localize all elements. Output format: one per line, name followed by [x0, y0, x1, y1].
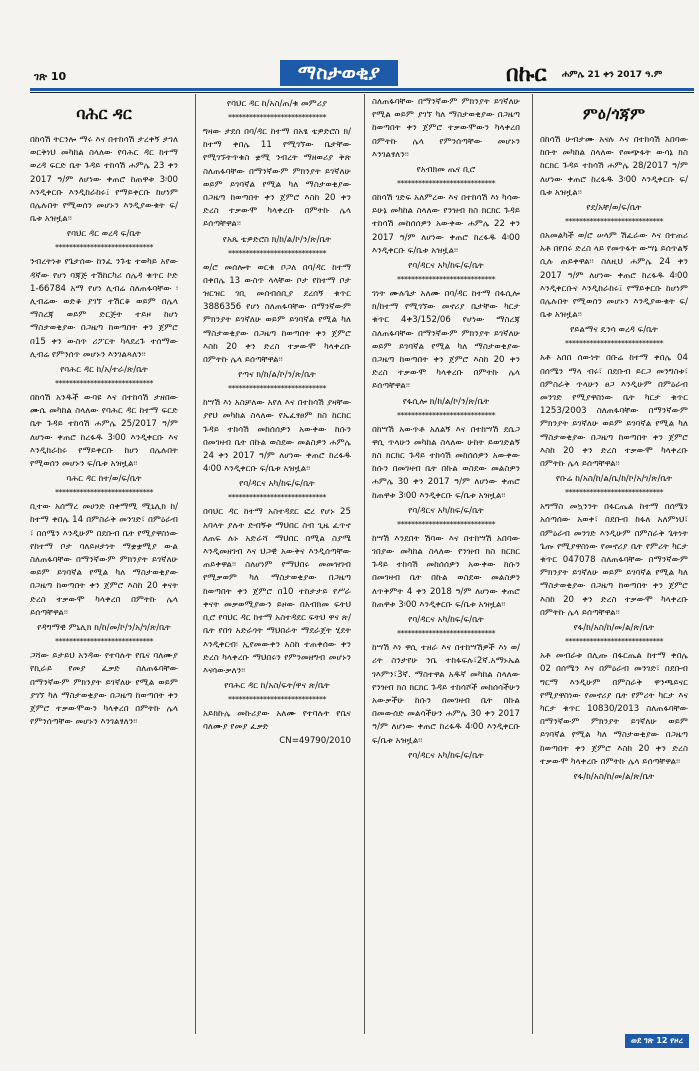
region-heading: ምዕ/ጎጃም [582, 104, 646, 123]
notice-text: አቶ አበበ ሰውነት በቡሬ ከተማ ቀበሌ 04 በሰሜን ማላ ብሩ፣ በደቡብ ይርጋ መንግስቱ፣ በምስራቅ ጥላሁን ፀጋ እንዲሁም በምዕራብ መንገድ የሚያዋስነው ቤት ካርታ ቁጥር 1253/2003 ስለጠፋባቸው በማንኛውም ምክንያት ይገኛለሁ ወይም ይገባኛል የሚል ካለ ማስታወቂያው በጋዜጣ ከወጣበት ቀን ጀምሮ እስከ 20 ቀን ድረስ ተቃውሞ ካላቀረቡ በምትኩ ሌላ ይሰጣቸዋል፡፡ [540, 353, 688, 470]
notice [372, 424, 520, 518]
header-rule [30, 88, 694, 91]
column-divider [532, 94, 533, 1034]
column-1 [30, 96, 178, 729]
notice [203, 708, 351, 747]
column-4 [540, 96, 688, 784]
notice-text: ስለጠፋባቸው በማንኛውም ምክንያት ይገኛለሁ የሚል ወይም ያገኘ ካለ ማስታወቂያው በጋዜጣ ከወጣበት ቀን ጀምሮ ተቃውሞውን ካላቀረበ በምትኩ ሌላ የምንሰጣቸው መሆኑን እንገልፃለን፡፡ [372, 97, 520, 160]
notice-signature: የባ/ዳርና አካ/ከፍ/ፍ/ቤት [408, 750, 484, 761]
separator-stars: **************************** [397, 275, 495, 285]
column-divider [364, 94, 365, 1034]
header-rule-thin [30, 92, 694, 93]
notice [540, 650, 688, 784]
notice-signature: የይልማና ዴንሳ ወረዳ ፍ/ቤት [570, 325, 658, 336]
notice-signature: የዳግማዊ ምኒሊክ ክ/ከ/መ/ኮ/ን/አ/ገ/ጽ/ቤት [37, 623, 171, 634]
notice-text: በከሣሽ አውጥቶ አለልኝ እና በተከሣሽ ደሴጋ ዋሲ ጥላሁን መካከል ስላለው ሁከት ይወገድልኝ ክስ ክርክር ጉዳይ ተከሳሽ መከሰሰዎን አውቀው ከሱን በመገዛብ ቤት በኩል ወስደው መልስዎን ሐምሌ 30 ቀን 2017 ዓ/ም ለሆነው ቀጠሮ ከጠዋቱ 3፡00 እንዲቀርቡ ፍ/ቤቱ አዝዟል፡፡ [372, 424, 520, 501]
continued-tag: ወደ ገጽ 12 የዞረ [625, 1034, 689, 1048]
notice [203, 262, 351, 383]
notice-text: በከሳሽ አንዱች ውባዩ እና በተከሳሽ ታዘበው ሙሴ መካከል ስላለው የባሕር ዳር ከተማ ፍርድ ቤት ጉዳይ ተከሳሽ ሐምሌ 25/2017 ዓ/ም ለሆነው ቀጠሮ ከረፋዱ 3፡00 እንዲቀርቡ እና እንዲከራከሩ የማይቀርቡ ከሆነ በሌሉበት የሚወሰን መሆኑን ፍ/ቤቱ አዝዟል፡፡ [30, 393, 178, 470]
separator-stars: **************************** [565, 339, 663, 349]
column-2 [203, 96, 351, 748]
notice [372, 96, 520, 177]
notice-signature: የጣና ክ/ከ/ል/ኮ/ን/ጽ/ቤት [238, 370, 316, 381]
notice [372, 192, 520, 273]
notice-text: አቶ መብራቱ በሊጡ በፋርጤል ከተማ ቀበሌ 02 በሰሜን እና በምዕራብ መንገድ፣ በደቡብ ግርማ እንዲሁም በምስራቅ ዋንጫይናር የሚያዋስነው የመኖሪያ ቤት የምሪት ካርታ እና ካርታ ቁጥር 10830/2013 ስለጠፋባቸው በማንኛውም ምክንያት ይገኛለሁ ወይም ይገባኛል የሚል ካለ ማስታወቂያው በጋዜጣ ከወጣበት ቀን ጀምሮ እስከ 20 ቀን ድረስ ተቃውሞ ካላቀረቡ በምትኩ ሌላ ይሰጣቸዋል፡፡ [540, 651, 688, 767]
notice [540, 230, 688, 337]
separator-stars: **************************** [397, 179, 495, 189]
notice-signature: የባ/ዳርና አካ/ከፍ/ፍ/ቤት [408, 505, 484, 516]
notice-text: ንብረትነቱ የጌታሰው ከንፈ ንጉቴ ተወካይ አየው ዳኛው የሆነ ባጃጅ ተሽከርካሪ ሰሌዳ ቁጥር ኮድ 1-66784 አማ የሆነ ሊብሬ ስለጠፋባቸው ፡ሊብሬው ወድቆ ያገኘ ተሽርቆ ወይም በሌላ ማስረጃ ወይም ድርጅት ተይዞ ከሆነ ማስታወቂያው በጋዜጣ ከወጣበት ቀን ጀምሮ በ15 ቀን ውስጥ ሪፖርት ካላደረጉ ተሰማው ሊብሬ የምንሰጥ መሆኑን እንገልጻለን፡፡ [30, 257, 178, 360]
notice-text: በከሳሽ ትርንሎ ማሩ እና በተከሳሽ ታረቀኝ ታገለ ወርቅነህ መካከል ስላለው የባሕር ዳር ከተማ ወረዳ ፍርድ ቤት ጉዳይ ተከሳሽ ሐምሌ 23 ቀን 2017 ዓ/ም ለሆነው ቀጠሮ ከጠዋቱ 3፡00 እንዲቀርቡ እንዲከራከሩ፤ የማይቀርቡ ከሆነም በሌሉበት የሚወሰን መሆኑን እንዲያውቁት ፍ/ቤቱ አዝዟል፡፡ [30, 135, 178, 225]
separator-stars: **************************** [55, 637, 153, 647]
notice [30, 392, 178, 486]
notice-signature: የባሕር ዳር ከ/አ/ተራ/ጽ/ቤት [60, 365, 148, 376]
notice-signature: የባሕር ዳር ከ/አስ/ፍት/ዋና ጽ/ቤት [224, 681, 330, 692]
region-heading: ባሕር ዳር [76, 104, 132, 123]
notice [30, 134, 178, 241]
notice-text: ግዛው ታደሰ በባ/ዳር ከተማ በአፄ ቴዎድሮስ ክ/ከተማ ቀበሌ 11 የሚገኘው ቤታቸው የሚገኙትጥቁስ ቋሚ ንብረት ማዘወሪያ ቅጽ ስለጠፋባቸው በማንኛውም ምክንያት ይገኛለሁ ወይም ይገባኛል የሚል ካለ ማስታወቂያው በጋዜጣ ከወጣበት ቀን ጀምሮ እስከ 20 ቀን ድረስ ተቃውሞ ካላቀረቡ በምትኩ ሌላ ይሰጣቸዋል፡፡ [203, 127, 351, 230]
notice-text: ከሣሽ እንደበት ሽባው እና በተከሣሽ አበባው ገበያው መካከል ስላለው የንዝብ ክስ ክርክር ጉዳይ ተከሳሽ መከሰሰዎን አውቀው ከሱን በመገዛብ ቤት በኩል ወስደው መልስዎን ለጥቅምት 4 ቀን 2018 ዓ/ም ለሆነው ቀጠሮ ከጠዋቱ 3፡00 እንዲቀርቡ ፍ/ቤቱ አዝዟል፡፡ [372, 533, 520, 610]
notice-code: CN=49790/2010 [279, 735, 351, 746]
notice-signature: የባህር ዳር ወረዳ ፍ/ቤት [66, 229, 142, 240]
notice-text: ከሣሽ እነ አስቻለው አየለ እና በተከሳሽ ያዛቸው ያየህ መካከል ስላለው የኤፈፃፀም ክስ ከርከር ጉዳይ ተከሳሽ መከሰሰዎን አውቀው ከሱን በመገዛብ ቤት በኩል ወስደው መልስዎን ሐምሌ 24 ቀን 2017 ዓ/ም ለሆነው ቀጠሮ ከረፋዱ 4፡00 እንዲቀርቡ ፍ/ቤቱ አዝዟል፡፡ [203, 398, 351, 475]
notice-text: ከሣሽ እነ ዋሲ ተዘራ እና በተከሣሽዎች እነ ወ/ሪት ስንታየሁ ንቤ ተከፋፍሉ፣2ኛ.አማኑኤል ገእምን፣3ኛ. ማስተዋል አዱኛ መካከል ስላለው የንዝብ ክስ ክርክር ጉዳይ ተከሳሾች መከሰሳችሁን አውቃችሁ ከሱን በመገዛብ ቤት በኩል በመውሰድ መልሳችሁን ሐምሌ 30 ቀን 2017 ዓ/ም ለሆነው ቀጠሮ ከረፋዱ 4፡00 እንዲቀርቡ ፍ/ቤቱ አዝዟል፡፡ [372, 643, 520, 746]
separator-stars: **************************** [397, 629, 495, 639]
notice-text: ወ/ሮ መሰሎት ወርቁ ቦጋለ በባ/ዳር ከተማ በቀበሌ 13 ውስጥ ላላቸው ቦታ የከተማ ቦታ ዝርዝር ገቢ መሰብሰቢያ ደረሰኝ ቁጥር 3886356 የሆነ ስለጠፋባቸው በማንኛውም ምክንያት ይገኛለሁ ወይም ይገባኛል የሚል ካለ ማስታወቂያው በጋዜጣ ከወጣበት ቀን ጀምሮ እስከ 20 ቀን ድረስ ተቃውሞ ካላቀረቡ በምትኩ ሌላ ይሰጣቸዋል፡፡ [203, 262, 351, 366]
separator-stars: **************************** [565, 217, 663, 227]
notice-signature: የደ/አቸ/ወ/ፍ/ቤት [586, 203, 642, 214]
separator-stars: **************************** [228, 493, 326, 503]
notice-signature: የባ/ዳርና አካ/ከፍ/ፍ/ቤት [408, 615, 484, 626]
notice-signature: የባህር ዳር ከ/አስ/ጠ/ቁ መምሪያ [226, 99, 328, 109]
notice-signature: የአጼ ቴዎድሮስ ክ/ከ/ል/ኮ/ን/ጽ/ቤት [222, 234, 332, 245]
separator-stars: **************************** [565, 488, 663, 498]
notice-signature: የባ/ዳርና አካ/ከፍ/ፍ/ቤት [408, 261, 484, 272]
notice [372, 533, 520, 627]
separator-stars: **************************** [55, 488, 153, 498]
notice [540, 134, 688, 215]
notice-signature: የቡሬ ከ/አስ/ከ/ል/ቤ/ከ/ኮ/አ/ገ/ጽ/ቤት [555, 474, 673, 485]
notice [372, 642, 520, 763]
notice [30, 650, 178, 729]
notice-signature: የአብክመ ጤና ቢሮ [416, 165, 476, 176]
notice-signature: የባ/ዳርና አካ/ከፍ/ፍ/ቤት [239, 479, 315, 490]
notice-text: በባህር ዳር ከተማ አስተዳደር ፎረ የሆኑ 25 አባላት ያሉት ድብኝቱ ማህበር ስብ ጊዜ ፈጥኖ ለጠፍ ሉኑ አድራሻ ማህበር በሚል ስያሜ እንዲመዘገብ እና ህጋዊ አውቅና እንዲሰጣቸው ጠይቀዋል፡፡ ስለሆነም የማህበሩ መመዝገብ የሚቃወም ካለ ማስታወቂያው በጋዜጣ ከወጣበት ቀን ጀምሮ በ10 ተከታታይ የሥራ ቀናት መቃወሚያውን ይዞው በአብክመ ፍትህ ቢሮ የባህር ዳር ከተማ አስተዳደር ፍትህ ዋና ጽ/ቤት የበጎ አድራጎት ማህበራት ማደራጀት ሂደት እንዲቀርብ፡ ኢየመውቀን አስከ ተጠቀሰው ቀን ድረስ ካላቀረቡ ማህበሩን የምንመዘግብ መሆኑን እናሳውቃለን፡፡ [203, 507, 351, 676]
notice-text: ቢተው አሰማረ መሀንድ በቀማሚ ሚኒሊክ ከ/ከተማ ቀበሌ 14 በምስራቅ መንገድ፣ በምዕራብ ፣ በሰሜን እንዲሁም በደቡብ ቤት የሚያዋስነው የከተማ ቦታ ባለይዞታነት ማቋቋሚያ ውል ስለጠፋባቸው በማንኛውም ምክንያት ይገኛለሁ ወይም ይገባኛል የሚል ካለ ማስታወቂያው በጋዜጣ ከወጣበት ቀን ጀምሮ እስከ 20 ቀናት ድረስ ተቃውሞ ካላቀረበ በምትኩ ሌላ ይሰጣቸዋል፡፡ [30, 502, 178, 618]
section-title-banner: ማስታወቂያ [280, 60, 398, 86]
notice [540, 501, 688, 635]
notice [203, 506, 351, 693]
notice-text: ገነት ሙሉጌታ አለሙ በባ/ዳር ከተማ በፋሲሎ ክ/ከተማ የሚገኘው መኖሪያ ቤታቸው ካርታ ቁጥር 4ቀ3/152/06 የሆነው ማስረጃ ስለጠፋባቸው በማንኛውም ምክንያት ይገኛለሁ ወይም ይገባኛል የሚል ካለ ማስታወቂያው በጋዜጣ ከወጣበት ቀን ጀምሮ እስከ 20 ቀን ድረስ ተቃውሞ ካላቀረቡ በምትኩ ሌላ ይሰጣቸዋል፡፡ [372, 289, 520, 392]
notice-signature: የፋ/ከ/አስ/ከ/መ/ል/ጽ/ቤት [573, 623, 655, 634]
page-number: ገጽ 10 [34, 70, 67, 83]
notice-text: በአመልካች ወ/ሮ ሠላም ሽፈራው እና በተጠሪ አቶ በየበሩ ድረስ ላይ የመጥፋት ውሣኔ ይሰጥልኝ ሲሉ ጠይቀዋል፡፡ ስለዚህ ሐምሌ 24 ቀን 2017 ዓ/ም ለሆነው ቀጠሮ ከረፋዱ 4፡00 እንዲቀርቡና እንዲከራከሩ፤ የማይቀርቡ ከሆነም በሌሉበት የሚወሰን መሆኑን እንዲያውቁት ፍ/ቤቱ አዝዟል፡፡ [540, 231, 688, 321]
separator-stars: **************************** [55, 379, 153, 389]
notice-signature: የፋሲሎ ክ/ከ/ል/ኮ/ን/ጽ/ቤት [402, 396, 490, 407]
notice [372, 288, 520, 409]
separator-stars: **************************** [228, 695, 326, 705]
notice [203, 126, 351, 247]
separator-stars: **************************** [397, 519, 495, 529]
notice-text: ጋሻው ይታይህ አንዳው የተባሉት የቤና ባለሙያ የኪራይ የመያ ፈቃድ ስለጠፋባቸው በማንኛውም ምክንያት ይገኛለሁ የሚል ወይም ያገኘ ካለ ማስታወቂያው በጋዜጣ ከወጣበት ቀን ጀምሮ ተቃውሞውን ካላቀረበ በምትኩ ሌላ የምንሰጣቸው መሆኑን እንገልፃለን፡፡ [30, 651, 178, 728]
separator-stars: **************************** [397, 410, 495, 420]
notice [203, 397, 351, 491]
notice [203, 98, 351, 111]
separator-stars: **************************** [565, 637, 663, 647]
notice [30, 501, 178, 635]
notice-text: አይክኩሌ መኩሪያው አለሙ የተባሉት የቤና ባለሙያ የመያ ፈቃድ [203, 709, 351, 733]
notice [540, 352, 688, 486]
issue-date: ሐምሌ 21 ቀን 2017 ዓ.ም [562, 70, 663, 80]
separator-stars: **************************** [228, 384, 326, 394]
separator-stars: **************************** [55, 243, 153, 253]
notice [30, 256, 178, 377]
column-divider [195, 94, 196, 1034]
newspaper-logo: በኩር [506, 62, 547, 87]
notice-signature: የፋ/ከ/አስ/ከ/መ/ል/ጽ/ቤት [573, 771, 655, 782]
separator-stars: **************************** [228, 113, 326, 122]
notice-signature: ባሕር ዳር ከተ/ወ/ፍ/ቤት [66, 474, 142, 485]
notice-text: በከሳሽ ሁብታሙ አናሉ እና በተከሳሽ አበባው ከቡት መካከል ስላለው የመጭፋት ውሳኔ ክስ ከርክር ጉዳይ ተከሳሽ ሐምሌ 28/2017 ዓ/ም ለሆነው ቀጠሮ ከረፋዱ 3፡00 እንዲቀርቡ ፍ/ቤቱ አዝዟል፡፡ [540, 135, 688, 198]
separator-stars: **************************** [228, 248, 326, 258]
column-3 [372, 96, 520, 763]
notice-text: አግማስ መኳንንት በፋርጤል ከተማ በሰሜን አሰጣሰው አወቀ፣ በደቡብ ከፋለ አለምነህ፣ በምዕራብ መንገድ እንዲሁም በምስራቅ ጌትነት ጌጡ የሚያዋስነው የመኖሪያ ቤት የምሪት ካርታ ቁጥር 047078 ስለጠፋባቸው በማንኛውም ምክንያት ይገኛለሁ ወይም ይገባኛል የሚል ካለ ማስታወቂያው በጋዜጣ ከወጣበት ቀን ጀምሮ እስከ 20 ቀን ድረስ ተቃውሞ ካላቀረቡ በምትኩ ሌላ ይሰጣቸዋል፡፡ [540, 502, 688, 618]
notice-text: በከሳሽ ገድፍ አለምረው እና በተከሳሽ እነ ካሳው ይሁኔ መካከል ስላለው የንዝብ ክስ ክርክር ጉዳይ ተከሳሽ መከሰሰዎን አውቀው ሐምሌ 22 ቀን 2017 ዓ/ም ለሆነው ቀጠሮ ከረፋዱ 4፡00 እንዲቀርቡ ፍ/ቤቱ አዝዟል፡፡ [372, 193, 520, 256]
